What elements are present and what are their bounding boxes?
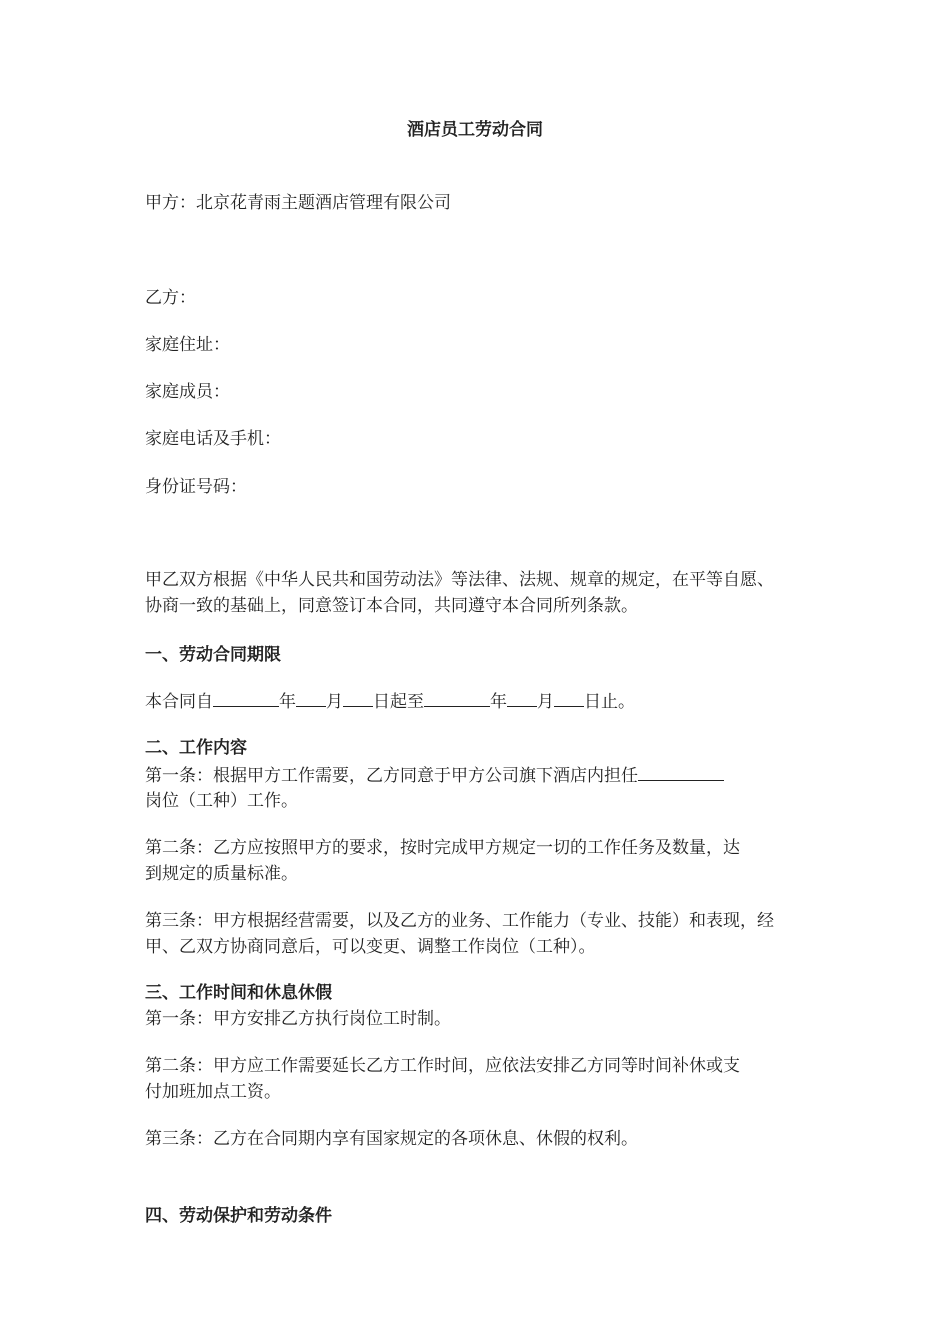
- article-text: 第一条：根据甲方工作需要，乙方同意于甲方公司旗下酒店内担任: [145, 766, 638, 786]
- position-blank: [638, 762, 724, 781]
- start-month-blank: [296, 688, 326, 707]
- s3-article-2-line-1: 第二条：甲方应工作需要延长乙方工作时间，应依法安排乙方同等时间补休或支: [145, 1056, 740, 1076]
- intro-line-2: 协商一致的基础上，同意签订本合同，共同遵守本合同所列条款。: [145, 596, 638, 616]
- section-3-heading: 三、工作时间和休息休假: [145, 983, 332, 1003]
- term-text: 月: [326, 692, 343, 712]
- family-field: 家庭成员：: [145, 382, 230, 402]
- end-day-blank: [554, 688, 584, 707]
- party-b: 乙方：: [145, 288, 196, 308]
- term-text: 日止。: [584, 692, 635, 712]
- section-1-heading: 一、劳动合同期限: [145, 645, 281, 665]
- term-text: 月: [537, 692, 554, 712]
- address-field: 家庭住址：: [145, 335, 230, 355]
- s2-article-1-line-1: [145, 762, 724, 789]
- id-number-field: 身份证号码：: [145, 477, 247, 497]
- term-text: 本合同自: [145, 692, 213, 712]
- end-month-blank: [507, 688, 537, 707]
- s3-article-3: 第三条：乙方在合同期内享有国家规定的各项休息、休假的权利。: [145, 1129, 638, 1149]
- s3-article-1: 第一条：甲方安排乙方执行岗位工时制。: [145, 1009, 451, 1029]
- s2-article-2-line-2: 到规定的质量标准。: [145, 864, 298, 884]
- term-text: 年: [490, 692, 507, 712]
- s2-article-1-line-2: 岗位（工种）工作。: [145, 791, 298, 811]
- term-text: 年: [279, 692, 296, 712]
- s2-article-3-line-1: 第三条：甲方根据经营需要，以及乙方的业务、工作能力（专业、技能）和表现，经: [145, 911, 774, 931]
- term-text: 日起至: [373, 692, 424, 712]
- s2-article-2-line-1: 第二条：乙方应按照甲方的要求，按时完成甲方规定一切的工作任务及数量，达: [145, 838, 740, 858]
- section-2-heading: 二、工作内容: [145, 738, 247, 758]
- start-year-blank: [213, 688, 279, 707]
- end-year-blank: [424, 688, 490, 707]
- intro-line-1: 甲乙双方根据《中华人民共和国劳动法》等法律、法规、规章的规定，在平等自愿、: [145, 570, 774, 590]
- party-a: 甲方：北京花青雨主题酒店管理有限公司: [145, 193, 451, 213]
- s3-article-2-line-2: 付加班加点工资。: [145, 1082, 281, 1102]
- contract-term: [145, 688, 635, 715]
- s2-article-3-line-2: 甲、乙双方协商同意后，可以变更、调整工作岗位（工种）。: [145, 937, 596, 957]
- start-day-blank: [343, 688, 373, 707]
- document-title: 酒店员工劳动合同: [407, 120, 543, 140]
- phone-field: 家庭电话及手机：: [145, 429, 281, 449]
- section-4-heading: 四、劳动保护和劳动条件: [145, 1206, 332, 1226]
